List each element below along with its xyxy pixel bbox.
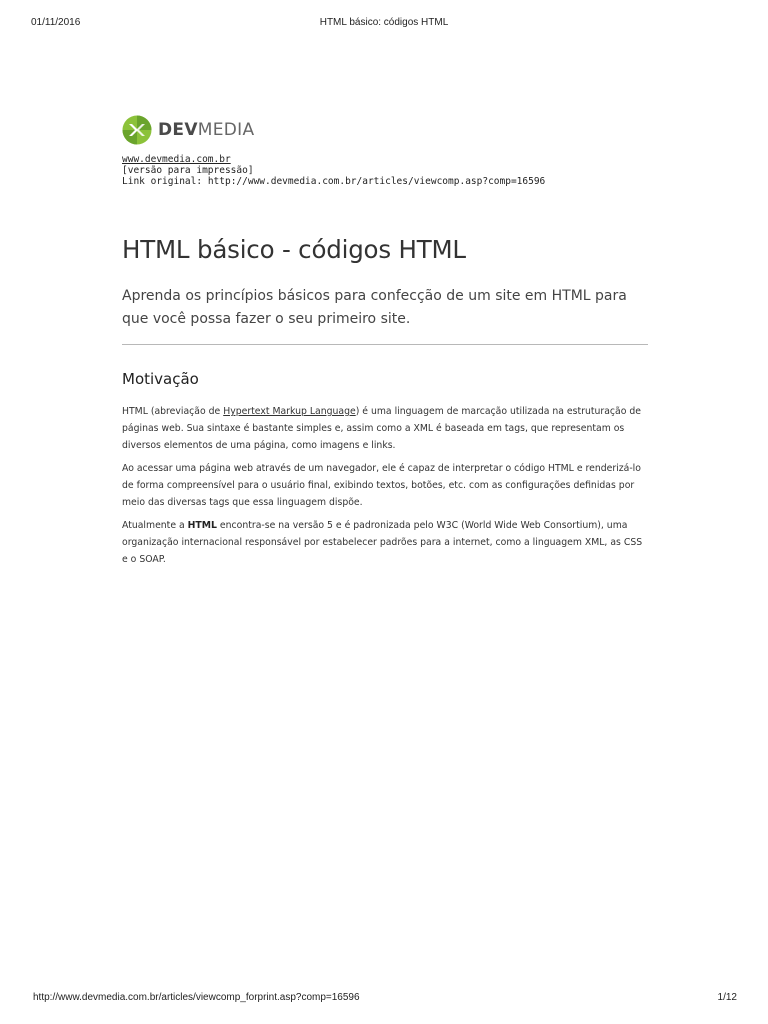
paragraph-3: Atualmente a HTML encontra-se na versão 5 e é padronizada pelo W3C (World Wide Web Consortium), uma organização internacional responsável por estabelecer padrões para a internet, como a linguagem XML, as CSS e o SOAP. [122, 520, 643, 565]
print-footer [0, 992, 768, 1006]
section-title-motivacao: Motivação [122, 370, 199, 388]
html-bold-term: HTML [187, 520, 217, 531]
article-content [122, 114, 648, 568]
print-header [0, 17, 768, 31]
article-title: HTML básico - códigos HTML [122, 235, 466, 264]
devmedia-logo-text: DEVMEDIA [158, 120, 255, 140]
print-version-label: [versão para impressão] [122, 165, 254, 176]
hypertext-markup-language-link[interactable]: Hypertext Markup Language [223, 406, 356, 417]
print-page-title: HTML básico: códigos HTML [319, 17, 449, 28]
page-number: 1/12 [717, 992, 737, 1003]
original-link-url[interactable]: http://www.devmedia.com.br/articles/viewcomp.asp?comp=16596 [207, 176, 546, 187]
print-footer-url: http://www.devmedia.com.br/articles/viewcomp_forprint.asp?comp=16596 [33, 992, 360, 1003]
paragraph-2: Ao acessar uma página web através de um navegador, ele é capaz de interpretar o código HTML e renderizá-lo de forma compreensível para o usuário final, exibindo textos, botões, etc. com as configurações definidas por meio das diversas tags que essa linguagem dispõe. [122, 463, 641, 508]
print-date: 01/11/2016 [31, 17, 81, 28]
original-link [122, 176, 648, 187]
paragraph-1: HTML (abreviação de Hypertext Markup Language) é uma linguagem de marcação utilizada na estruturação de páginas web. Sua sintaxe é bastante simples e, assim como a XML é baseada em tags, que representam os diversos elementos de uma página, como imagens e links. [122, 406, 641, 451]
article-lead: Aprenda os princípios básicos para confecção de um site em HTML para que você possa fazer o seu primeiro site. [122, 288, 627, 327]
site-link[interactable]: www.devmedia.com.br [122, 154, 231, 165]
article-meta [122, 154, 648, 187]
original-link-label: Link original: [122, 176, 203, 187]
devmedia-logo-icon [122, 115, 152, 145]
divider [122, 344, 648, 345]
devmedia-logo[interactable] [122, 114, 648, 146]
